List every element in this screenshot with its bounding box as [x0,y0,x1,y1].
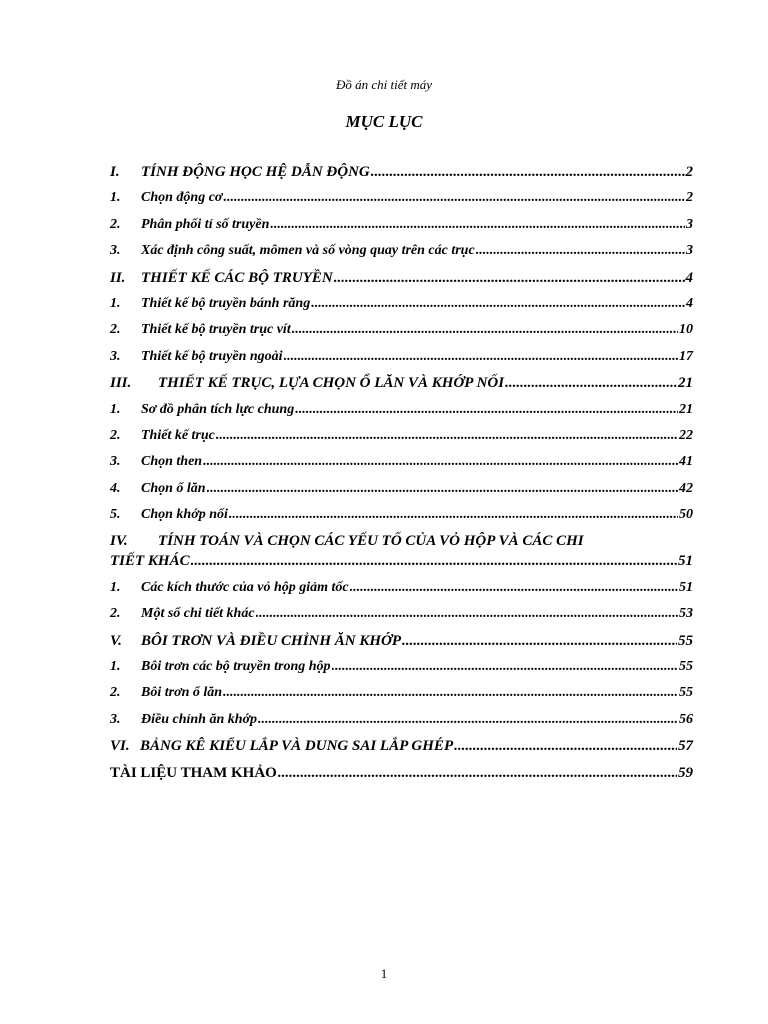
toc-label: Thiết kế bộ truyền bánh răng [141,295,311,311]
toc-number: 2. [110,322,121,338]
toc-entry[interactable] [110,633,693,659]
toc-entry[interactable] [110,164,693,190]
toc-leader [223,190,685,206]
toc-label: BẢNG KÊ KIỂU LẮP VÀ DUNG SAI LẮP GHÉP [140,738,454,755]
toc-label: Xác định công suất, mômen và số vòng quay trên các trục [141,243,475,259]
toc-label: TÍNH ĐỘNG HỌC HỆ DẪN ĐỘNG [141,164,370,180]
toc-number: 2. [110,427,121,443]
toc-entry[interactable] [110,580,693,606]
toc-label: Thiết kế bộ truyền ngoài [141,348,283,364]
toc-page: 59 [678,764,693,781]
toc-page: 56 [679,711,693,727]
toc-label: Phân phối tỉ số truyền [141,216,270,232]
toc-page: 3 [686,216,693,232]
toc-leader [505,375,677,392]
toc-page: 4 [686,295,693,311]
toc-number: VI. [110,738,130,755]
toc-label: Điều chỉnh ăn khớp [141,711,258,727]
toc-entry[interactable] [110,349,693,375]
toc-label: Bôi trơn các bộ truyền trong hộp [141,659,331,675]
toc-leader [270,217,685,233]
toc-label: THIẾT KẾ TRỤC, LỰA CHỌN Ổ LĂN VÀ KHỚP NỐI [158,375,505,392]
toc-label: BÔI TRƠN VÀ ĐIỀU CHỈNH ĂN KHỚP [141,632,402,649]
toc-page: 2 [686,190,693,206]
toc-entry[interactable] [110,217,693,243]
toc-page: 51 [678,553,693,570]
toc-number: 2. [110,216,121,232]
toc-page: 57 [678,738,693,755]
toc-leader [284,349,678,365]
toc-number: II. [110,269,126,286]
toc-label: Chọn ổ lăn [141,480,206,496]
toc-leader [292,322,678,338]
toc-entry[interactable] [110,375,693,401]
toc-entry[interactable] [110,659,693,685]
toc-entry[interactable] [110,296,693,322]
toc-leader [454,738,677,755]
toc-leader [229,507,678,523]
page-header: Đồ án chi tiết máy [335,77,433,92]
toc-entry[interactable] [110,738,693,764]
toc-leader [371,164,685,181]
toc-page: 3 [686,243,693,259]
toc-entry[interactable] [110,481,693,507]
toc-label: Thiết kế bộ truyền trục vít [141,322,291,338]
toc-page: 2 [685,164,693,180]
toc-entry[interactable] [110,507,693,533]
toc-number: 2. [110,606,121,622]
toc-number: 1. [110,295,121,311]
toc-label: Chọn động cơ [141,190,223,206]
toc-entry[interactable] [110,322,693,348]
toc-number: 4. [110,480,121,496]
toc-page: 53 [679,606,693,622]
toc-leader [476,243,685,259]
toc-label: Thiết kế trục [141,427,215,443]
toc-number: 3. [110,348,121,364]
toc-page: 55 [679,685,693,701]
toc-label: TÍNH TOÁN VÀ CHỌN CÁC YẾU TỐ CỦA VỎ HỘP VÀ CÁC CHI [158,533,584,550]
toc-label-continued: TIẾT KHÁC [110,553,190,570]
toc-number: I. [110,164,120,180]
toc-page: 10 [679,322,693,338]
toc-page: 21 [678,375,693,392]
table-of-contents [110,164,693,791]
toc-number: 2. [110,685,121,701]
toc-number: V. [110,632,122,649]
toc-label: THIẾT KẾ CÁC BỘ TRUYỀN [141,269,333,286]
toc-page: 55 [679,659,693,675]
toc-number: 1. [110,579,121,595]
toc-number: 1. [110,190,121,206]
toc-leader [191,553,677,570]
toc-label: Chọn khớp nối [141,507,228,523]
page-title: MỤC LỤC [345,112,423,131]
toc-page: 4 [685,269,693,286]
toc-label: Các kích thước của vỏ hộp giảm tốc [141,579,349,595]
toc-number: 3. [110,711,121,727]
toc-leader [256,606,678,622]
toc-entry[interactable] [110,270,693,296]
toc-label: TÀI LIỆU THAM KHẢO [110,764,277,781]
toc-leader [216,428,678,444]
toc-number: 1. [110,401,121,417]
toc-leader [332,659,678,675]
toc-leader [278,765,677,782]
page-number: 1 [380,966,388,981]
toc-leader [295,402,678,418]
toc-entry[interactable] [110,533,693,579]
toc-entry[interactable] [110,685,693,711]
toc-leader [402,633,677,650]
toc-leader [334,270,685,287]
toc-leader [311,296,685,312]
toc-page: 21 [679,401,693,417]
toc-label: Một số chi tiết khác [141,606,255,622]
toc-number: 3. [110,454,121,470]
toc-page: 55 [678,632,693,649]
toc-leader [350,580,678,596]
toc-entry[interactable] [110,428,693,454]
toc-entry[interactable] [110,243,693,269]
toc-label: Sơ đồ phân tích lực chung [141,401,295,417]
toc-label: Bôi trơn ổ lăn [141,685,223,701]
toc-number: 5. [110,507,121,523]
toc-entry[interactable] [110,606,693,632]
toc-number: 1. [110,659,121,675]
toc-entry[interactable] [110,712,693,738]
toc-page: 50 [679,507,693,523]
toc-leader [258,712,678,728]
toc-label: Chọn then [141,454,203,470]
toc-entry[interactable] [110,454,693,480]
toc-page: 51 [679,579,693,595]
toc-page: 22 [679,427,693,443]
toc-entry[interactable] [110,402,693,428]
toc-leader [223,685,678,701]
toc-number: III. [110,375,132,392]
toc-leader [203,454,678,470]
toc-page: 41 [679,454,693,470]
toc-leader [207,481,678,497]
toc-entry[interactable] [110,765,693,791]
toc-page: 42 [679,480,693,496]
toc-entry[interactable] [110,190,693,216]
toc-number: IV. [110,533,128,550]
toc-number: 3. [110,243,121,259]
toc-page: 17 [679,348,693,364]
